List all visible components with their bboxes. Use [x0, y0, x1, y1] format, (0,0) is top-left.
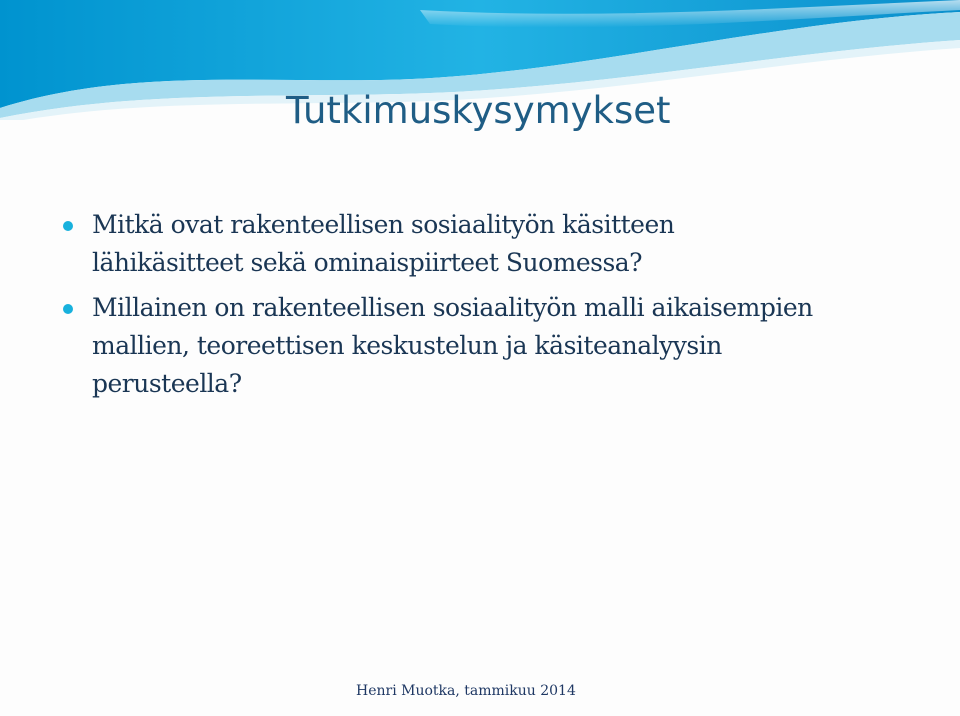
bullet-text-line: mallien, teoreettisen keskustelun ja käsiteanalyysin	[92, 331, 722, 360]
bullet-text-line: lähikäsitteet sekä ominaispiirteet Suomessa?	[92, 248, 643, 277]
bullet-text-line: perusteella?	[92, 369, 242, 398]
bullet-list	[62, 206, 942, 410]
slide-footer: Henri Muotka, tammikuu 2014	[356, 683, 576, 699]
bullet-text-line: Mitkä ovat rakenteellisen sosiaalityön käsitteen	[92, 210, 675, 239]
bullet-item	[62, 289, 942, 403]
bullet-text-line: Millainen on rakenteellisen sosiaalityön malli aikaisempien	[92, 293, 813, 322]
bullet-dot-icon	[63, 221, 73, 231]
bullet-dot-icon	[63, 304, 73, 314]
slide-title: Tutkimuskysymykset	[286, 89, 671, 132]
bullet-item	[62, 206, 942, 282]
